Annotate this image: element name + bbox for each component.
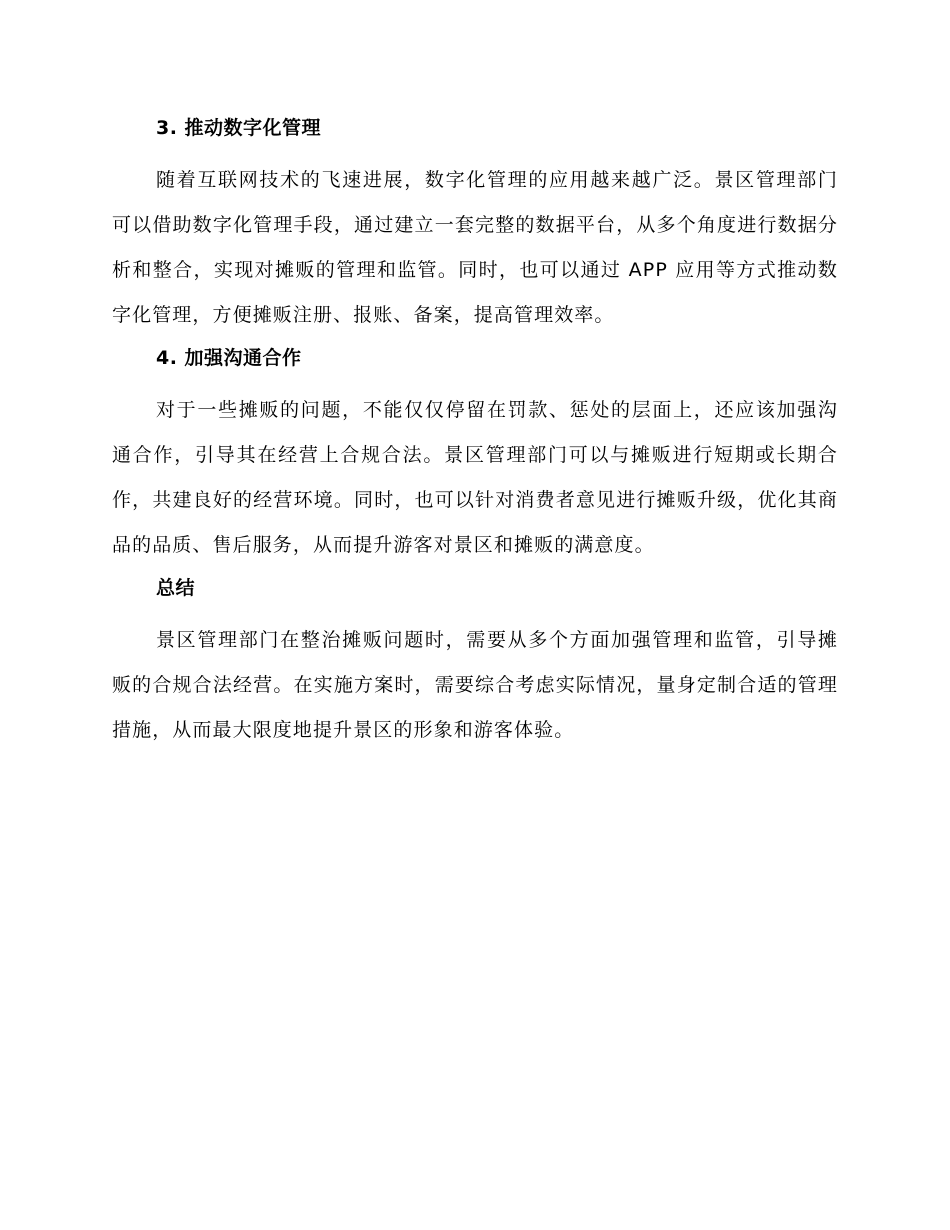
- section-heading-summary: 总结: [156, 577, 196, 599]
- document-body: [112, 112, 838, 757]
- section-paragraph-digital-management: 随着互联网技术的飞速进展，数字化管理的应用越来越广泛。景区管理部门可以借助数字化管理手段，通过建立一套完整的数据平台，从多个角度进行数据分析和整合，实现对摊贩的管理和监管。同时，也可以通过 APP 应用等方式推动数字化管理，方便摊贩注册、报账、备案，提高管理效率。: [112, 169, 838, 326]
- section-paragraph-communication-cooperation: 对于一些摊贩的问题，不能仅仅停留在罚款、惩处的层面上，还应该加强沟通合作，引导其在经营上合规合法。景区管理部门可以与摊贩进行短期或长期合作，共建良好的经营环境。同时，也可以针对消费者意见进行摊贩升级，优化其商品的品质、售后服务，从而提升游客对景区和摊贩的满意度。: [112, 399, 838, 556]
- section-paragraph-summary: 景区管理部门在整治摊贩问题时，需要从多个方面加强管理和监管，引导摊贩的合规合法经营。在实施方案时，需要综合考虑实际情况，量身定制合适的管理措施，从而最大限度地提升景区的形象和游客体验。: [112, 629, 838, 741]
- section-heading-digital-management: 3. 推动数字化管理: [156, 117, 322, 139]
- section-heading-communication-cooperation: 4. 加强沟通合作: [156, 347, 302, 369]
